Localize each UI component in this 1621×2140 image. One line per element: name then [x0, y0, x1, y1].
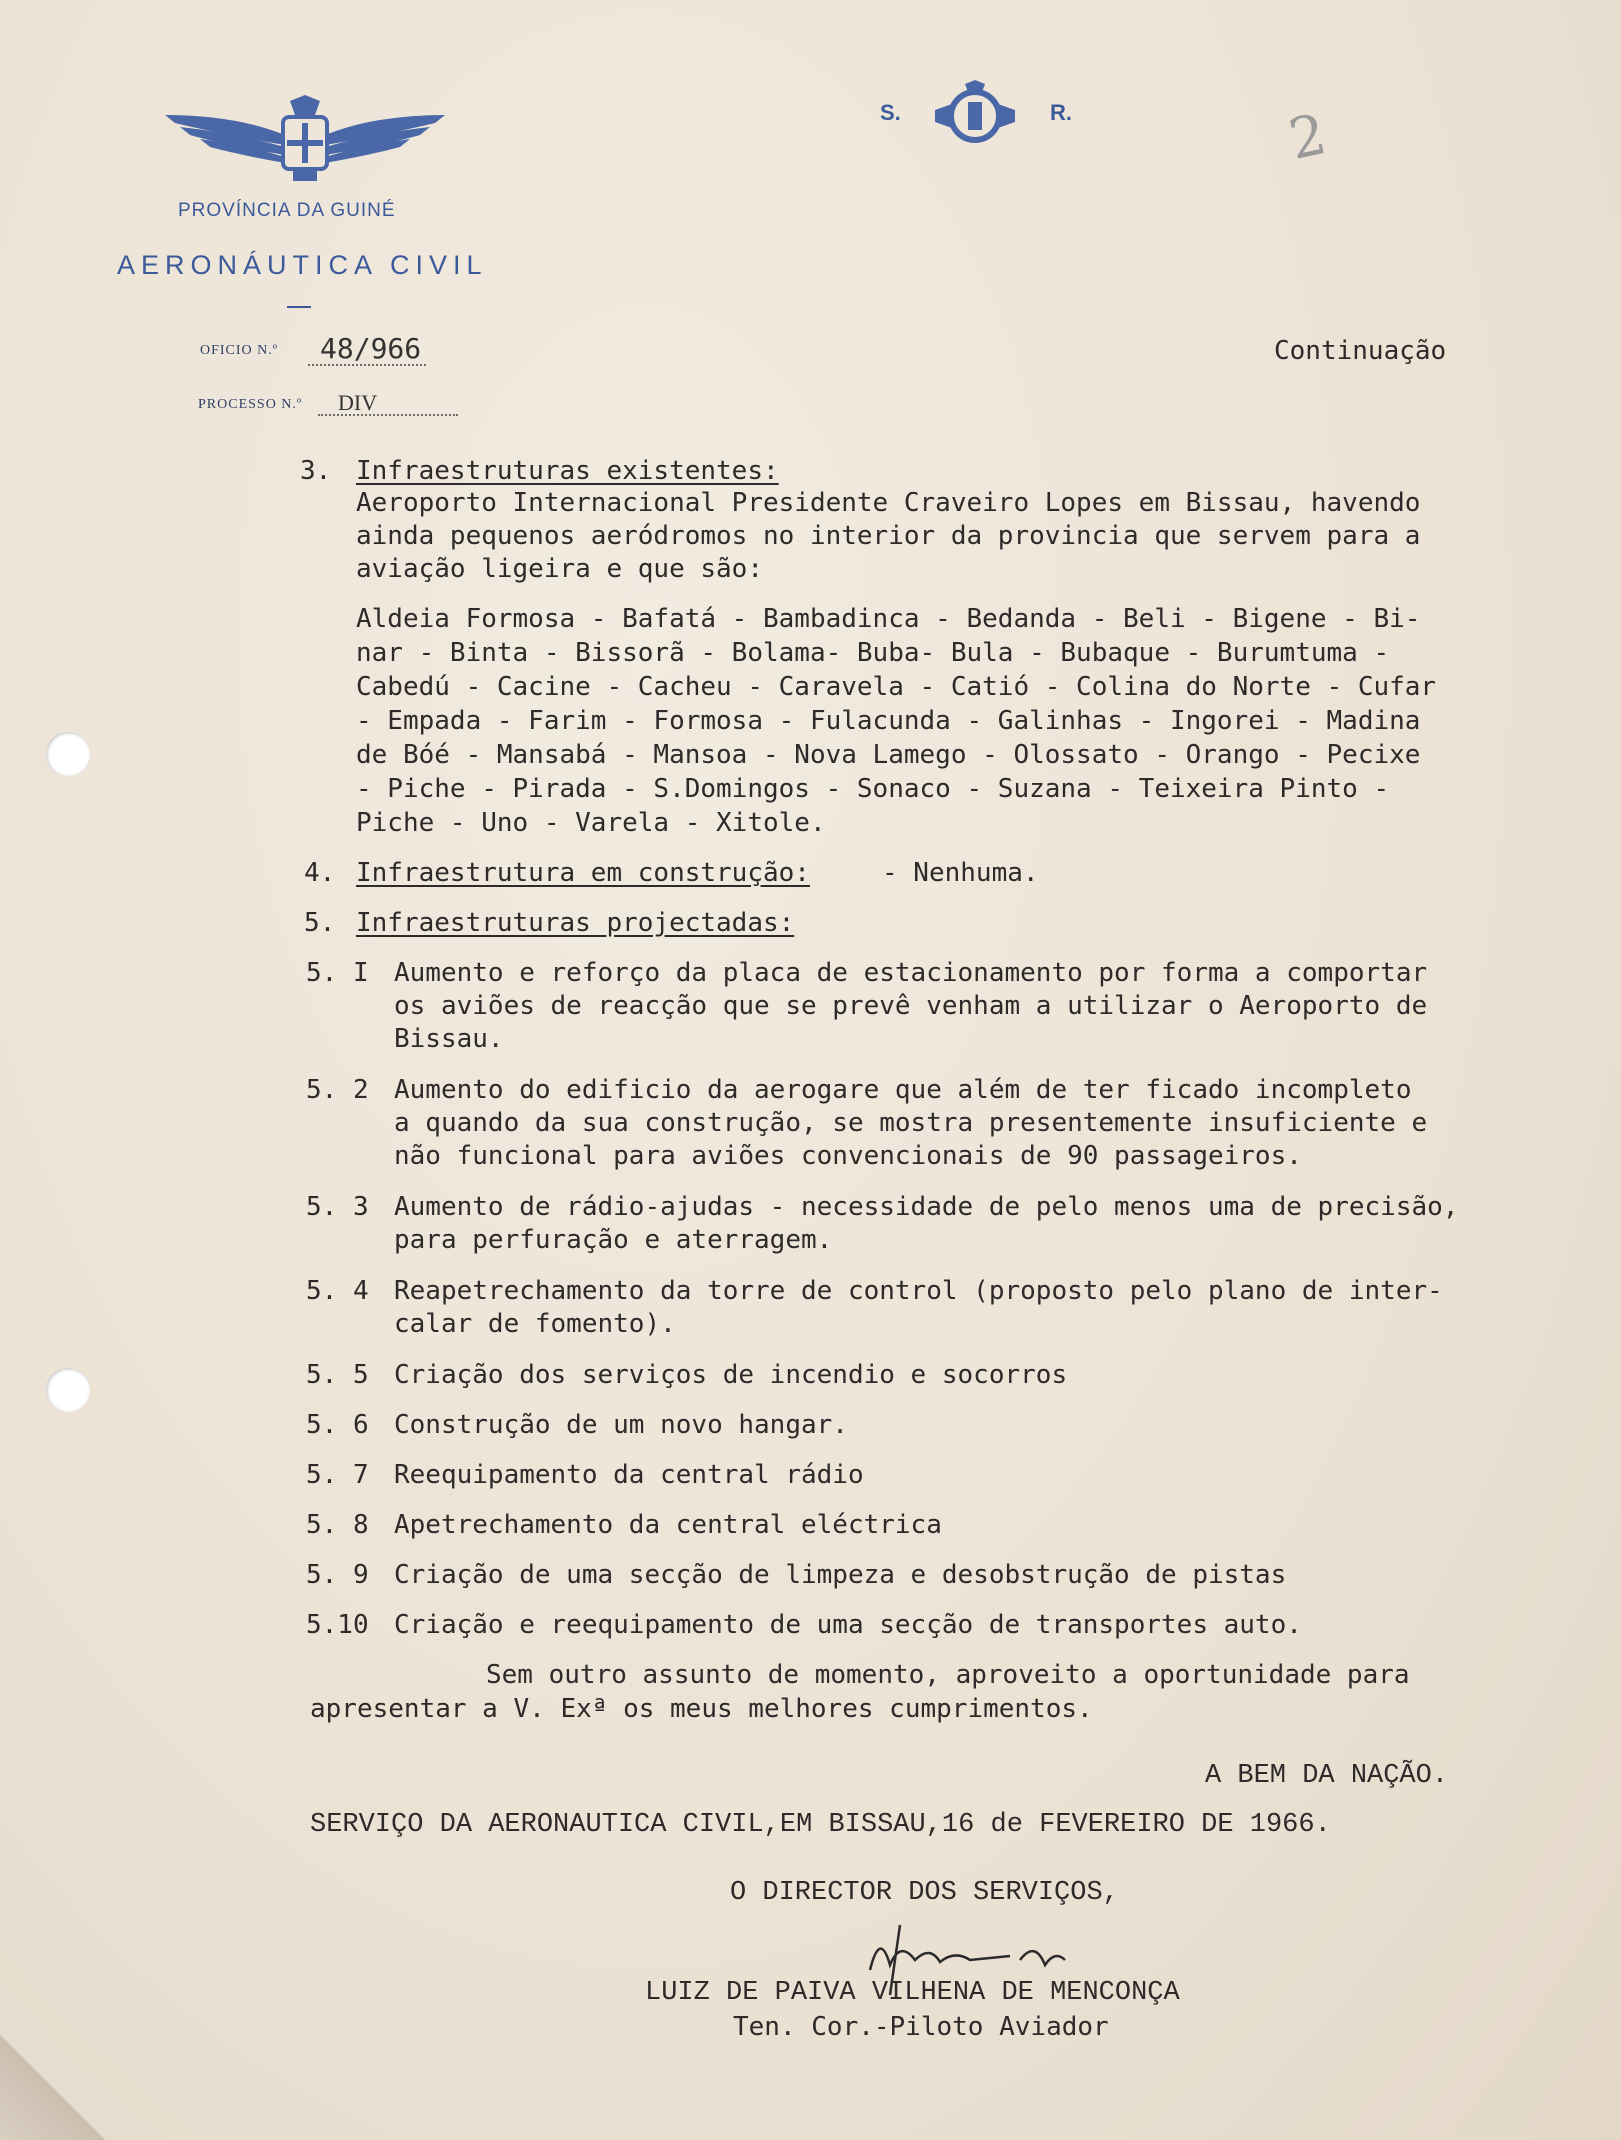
aerodrome-list-line: Piche - Uno - Varela - Xitole. — [356, 808, 826, 838]
aerodrome-list-line: - Empada - Farim - Formosa - Fulacunda - Galinhas - Ingorei - Madina — [356, 706, 1421, 736]
projected-item-text: Reequipamento da central rádio — [394, 1460, 864, 1490]
seal-label-s: S. — [880, 100, 901, 125]
motto: A BEM DA NAÇÃO. — [1205, 1761, 1449, 1791]
aerodrome-list-line: de Bóé - Mansabá - Mansoa - Nova Lamego - Olossato - Orango - Pecixe — [356, 740, 1421, 770]
aerodrome-list-line: nar - Binta - Bissorã - Bolama- Buba- Bula - Bubaque - Burumtuma - — [356, 638, 1390, 668]
projected-item-text: Construção de um novo hangar. — [394, 1410, 848, 1440]
signatory-title: O DIRECTOR DOS SERVIÇOS, — [730, 1878, 1119, 1908]
aeronautica-wings-emblem — [165, 95, 445, 185]
aerodrome-list-line: Aldeia Formosa - Bafatá - Bambadinca - Bedanda - Beli - Bigene - Bi- — [356, 604, 1421, 634]
closing-line: apresentar a V. Exª os meus melhores cumprimentos. — [310, 1694, 1093, 1724]
province-name: PROVÍNCIA DA GUINÉ — [178, 200, 396, 221]
projected-item-number: 5. 4 — [306, 1276, 369, 1306]
projected-item-text: para perfuração e aterragem. — [394, 1225, 833, 1255]
projected-item-number: 5. 9 — [306, 1560, 369, 1590]
section-3-line: Aeroporto Internacional Presidente Craveiro Lopes em Bissau, havendo — [356, 488, 1421, 518]
projected-item-text: Criação e reequipamento de uma secção de transportes auto. — [394, 1610, 1302, 1640]
projected-item-text: os aviões de reacção que se prevê venham a utilizar o Aeroporto de — [394, 991, 1428, 1021]
closing-line: Sem outro assunto de momento, aproveito a oportunidade para — [486, 1660, 1410, 1690]
projected-item-text: Aumento de rádio-ajudas - necessidade de pelo menos uma de precisão, — [394, 1192, 1459, 1222]
projected-item-text: Criação dos serviços de incendio e socorros — [394, 1360, 1068, 1390]
projected-item-number: 5. 3 — [306, 1192, 369, 1222]
header-divider — [287, 306, 311, 308]
projected-item-text: Apetrechamento da central eléctrica — [394, 1510, 942, 1540]
projected-item-number: 5. 7 — [306, 1460, 369, 1490]
department-name: AERONÁUTICA CIVIL — [117, 250, 488, 280]
projected-item-number: 5. 6 — [306, 1410, 369, 1440]
projected-item-text: calar de fomento). — [394, 1309, 676, 1339]
projected-item-number: 5. 8 — [306, 1510, 369, 1540]
oficio-number: 48/966 — [320, 332, 422, 365]
projected-item-text: Aumento do edificio da aerogare que além de ter ficado incompleto — [394, 1075, 1412, 1105]
projected-item-text: Bissau. — [394, 1024, 504, 1054]
seal-label-r: R. — [1050, 100, 1072, 125]
projected-item-text: Aumento e reforço da placa de estacionamento por forma a comportar — [394, 958, 1428, 988]
oficio-label: OFICIO N.º — [200, 343, 279, 358]
processo-label: PROCESSO N.º — [198, 397, 303, 412]
republic-seal-icon — [930, 80, 1020, 150]
projected-item-text: Reapetrechamento da torre de control (proposto pelo plano de inter- — [394, 1276, 1443, 1306]
projected-item-number: 5.10 — [306, 1610, 369, 1640]
projected-item-text: a quando da sua construção, se mostra presentemente insuficiente e — [394, 1108, 1428, 1138]
projected-item-number: 5. I — [306, 958, 369, 988]
aerodrome-list-line: - Piche - Pirada - S.Domingos - Sonaco - Suzana - Teixeira Pinto - — [356, 774, 1390, 804]
projected-item-number: 5. 2 — [306, 1075, 369, 1105]
punch-hole-bottom — [46, 1368, 90, 1412]
processo-number: DIV — [338, 390, 378, 415]
place-date: SERVIÇO DA AERONAUTICA CIVIL,EM BISSAU,16 de FEVEREIRO DE 1966. — [310, 1810, 1331, 1840]
punch-hole-top — [46, 732, 90, 776]
signatory-name: LUIZ DE PAIVA VILHENA DE MENCONÇA — [645, 1978, 1180, 2008]
section-4-title: Infraestrutura em construção: — [356, 858, 810, 888]
aerodrome-list-line: Cabedú - Cacine - Cacheu - Caravela - Catió - Colina do Norte - Cufar — [356, 672, 1437, 702]
section-5-title: Infraestruturas projectadas: — [356, 908, 795, 938]
section-4-value: - Nenhuma. — [882, 858, 1039, 888]
continuation-label: Continuação — [1274, 336, 1447, 366]
section-3-line: aviação ligeira e que são: — [356, 554, 763, 584]
handwritten-page-number: 2 — [1283, 102, 1333, 173]
projected-item-number: 5. 5 — [306, 1360, 369, 1390]
section-3-line: ainda pequenos aeródromos no interior da provincia que servem para a — [356, 521, 1421, 551]
section-4-number: 4. — [304, 858, 336, 888]
projected-item-text: Criação de uma secção de limpeza e desobstrução de pistas — [394, 1560, 1287, 1590]
signatory-rank: Ten. Cor.-Piloto Aviador — [733, 2012, 1109, 2042]
torn-corner — [0, 2000, 120, 2140]
section-3-number: 3. — [300, 456, 332, 486]
section-5-number: 5. — [304, 908, 336, 938]
projected-item-text: não funcional para aviões convencionais de 90 passageiros. — [394, 1141, 1302, 1171]
section-3-title: Infraestruturas existentes: — [356, 456, 779, 486]
